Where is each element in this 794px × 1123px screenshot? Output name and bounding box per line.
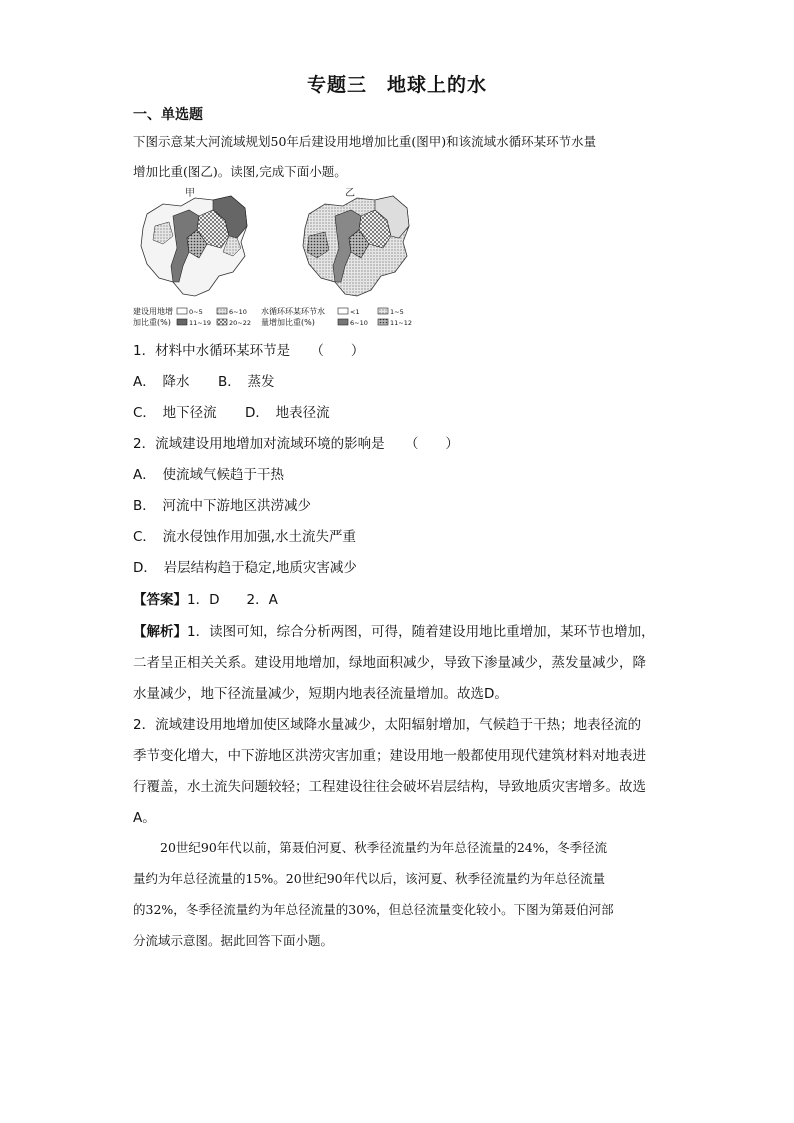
legend-right-item: <1 <box>350 308 360 316</box>
analysis-text: 季节变化增大，中下游地区洪涝灾害加重；建设用地一般都使用现代建筑材料对地表进 <box>133 748 646 764</box>
legend-right-title: 水循环环某环节水 <box>261 307 325 316</box>
option-b: B． 蒸发 <box>218 374 275 390</box>
option-d: D． 岩层结构趋于稳定,地质灾害减少 <box>133 560 357 576</box>
legend-right-item: 1~5 <box>390 308 404 316</box>
map-jia <box>141 187 247 296</box>
map-figure <box>133 186 423 334</box>
map-label-yi: 乙 <box>345 188 355 199</box>
legend-left-title: 加比重(%) <box>133 318 171 327</box>
legend-right-item: 11~12 <box>390 319 412 327</box>
passage-text: 的32%，冬季径流量约为年总径流量的30%，但总径流量变化较小。下图为第聂伯河部 <box>133 902 614 917</box>
option-a: A． 使流域气候趋于干热 <box>133 467 284 483</box>
answer-line <box>133 588 278 608</box>
analysis-text: 2．流域建设用地增加使区域降水量减少，太阳辐射增加，气候趋于干热；地表径流的 <box>133 717 642 733</box>
legend-left-title: 建设用地增 <box>133 307 173 316</box>
map-yi <box>303 187 409 296</box>
intro-text-line: 下图示意某大河流域规划50年后建设用地增加比重(图甲)和该流域水循环某环节水量 <box>133 134 597 149</box>
analysis-text: 行覆盖，水土流失问题较轻；工程建设往往会破坏岩层结构，导致地质灾害增多。故选 <box>133 779 646 795</box>
question-stem: 2．流域建设用地增加对流域环境的影响是 （ ） <box>133 436 459 452</box>
analysis-text: 水量减少，地下径流量减少，短期内地表径流量增加。故选D。 <box>133 686 508 702</box>
passage-text: 分流域示意图。据此回答下面小题。 <box>133 933 334 948</box>
analysis-text: 1．读图可知，综合分析两图，可得，随着建设用地比重增加，某环节也增加， <box>187 624 655 640</box>
passage-text: 量约为年总径流量的15%。20世纪90年代以后，该河夏、秋季径流量约为年总径流量 <box>133 871 606 886</box>
answer-label: 【答案】 <box>133 592 187 608</box>
map-label-jia: 甲 <box>185 188 195 199</box>
analysis-text: 二者呈正相关关系。建设用地增加，绿地面积减少，导致下渗量减少，蒸发量减少，降 <box>133 655 646 671</box>
legend-left <box>133 306 251 327</box>
intro-text-line: 增加比重(图乙)。读图,完成下面小题。 <box>133 164 347 179</box>
legend-left-item: 20~22 <box>229 319 251 327</box>
answer-text: 1．D 2．A <box>187 592 278 608</box>
analysis-label: 【解析】 <box>133 624 187 640</box>
legend-left-item: 11~19 <box>189 319 211 327</box>
passage-text: 20世纪90年代以前，第聂伯河夏、秋季径流量约为年总径流量的24%，冬季径流 <box>160 840 608 855</box>
option-c: C． 地下径流 <box>133 405 217 421</box>
legend-right <box>261 306 412 327</box>
option-b: B． 河流中下游地区洪涝减少 <box>133 498 312 514</box>
legend-right-item: 6~10 <box>350 319 368 327</box>
option-a: A． 降水 <box>133 374 190 390</box>
question-stem: 1．材料中水循环某环节是 （ ） <box>133 343 365 359</box>
analysis-text: A。 <box>133 810 156 826</box>
legend-left-item: 0~5 <box>189 308 203 316</box>
page-title: 专题三 地球上的水 <box>306 74 487 96</box>
option-d: D． 地表径流 <box>245 405 330 421</box>
legend-right-title: 量增加比重(%) <box>261 318 315 327</box>
option-c: C． 流水侵蚀作用加强,水土流失严重 <box>133 529 356 545</box>
section-heading: 一、单选题 <box>133 107 203 123</box>
analysis-line <box>133 620 655 640</box>
map-figure-svg <box>133 186 423 334</box>
legend-left-item: 6~10 <box>229 308 247 316</box>
